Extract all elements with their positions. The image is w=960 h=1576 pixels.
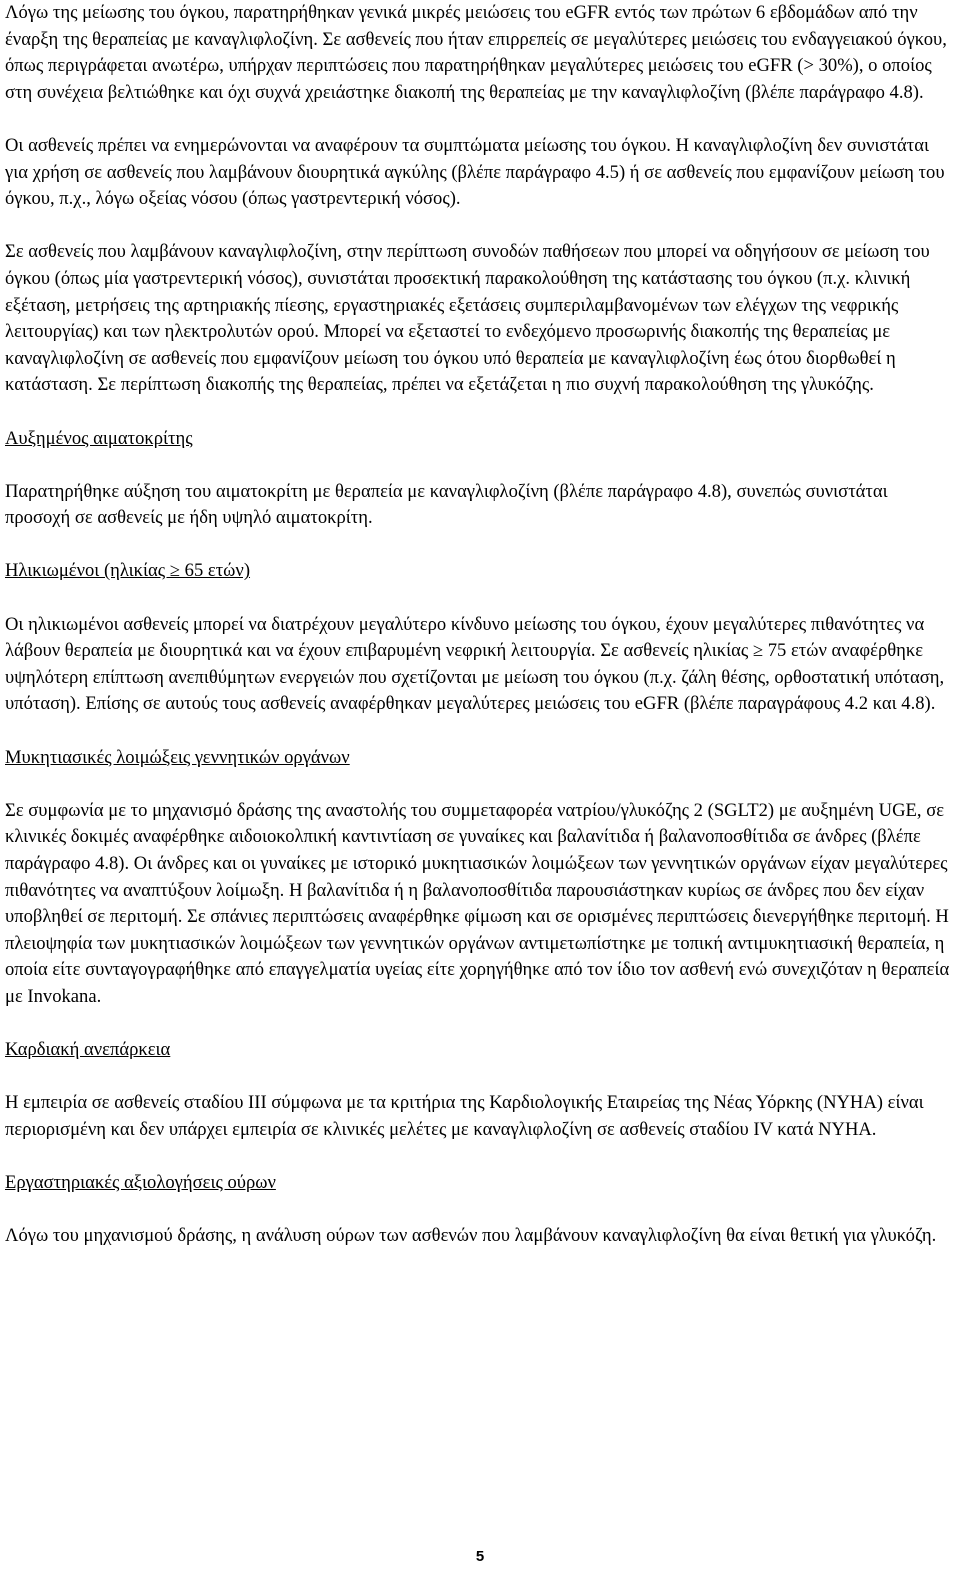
paragraph-fungal-infections: Σε συμφωνία με το μηχανισμό δράσης της αναστολής του συμμεταφορέα νατρίου/γλυκόζης 2 (SGLT2) με αυξημένη UGE, σε κλινικές δοκιμές αναφέρθηκε αιδοιοκολπική καντιντίαση σε γυναίκες και βαλανίτιδα ή βαλανοποσθίτιδα σε άνδρες (βλέπε παράγραφο 4.8). Οι άνδρες και οι γυναίκες με ιστορικό μυκητιασικών λοιμώξεων των γεννητικών οργάνων είχαν μεγαλύτερες πιθανότητες να αναπτύξουν λοίμωξη. Η βαλανίτιδα ή η βαλανοποσθίτιδα παρουσιάστηκαν κυρίως σε άνδρες που δεν είχαν υποβληθεί σε περιτομή. Σε σπάνιες περιπτώσεις αναφέρθηκε φίμωση και σε ορισμένες περιπτώσεις διενεργήθηκε περιτομή. Η πλειοψηφία των μυκητιασικών λοιμώξεων των γεννητικών οργάνων αντιμετωπίστηκε με τοπική αντιμυκητιασική θεραπεία, η οποία είτε συνταγογραφήθηκε από επαγγελματία υγείας είτε χορηγήθηκε από τον ίδιο τον ασθενή ενώ συνεχιζόταν η θεραπεία με Invokana. <box>5 799 950 1007</box>
document-page <box>5 0 955 1277</box>
paragraph-urine-tests: Λόγω του μηχανισμού δράσης, η ανάλυση ούρων των ασθενών που λαμβάνουν καναγλιφλοζίνη θα είναι θετική για γλυκόζη. <box>5 1225 937 1247</box>
paragraph-volume-monitoring: Σε ασθενείς που λαμβάνουν καναγλιφλοζίνη, στην περίπτωση συνοδών παθήσεων που μπορεί να οδηγήσουν σε μείωση του όγκου (όπως μία γαστρεντερική νόσος), συνιστάται προσεκτική παρακολούθηση της κατάστασης του όγκου (π.χ. κλινική εξέταση, μετρήσεις της αρτηριακής πίεσης, εργαστηριακές εξετάσεις συμπεριλαμβανομένων των ελέγχων της νεφρικής λειτουργίας) και των ηλεκτρολυτών ορού. Μπορεί να εξεταστεί το ενδεχόμενο προσωρινής διακοπής της θεραπείας με καναγλιφλοζίνη σε ασθενείς που εμφανίζουν μείωση του όγκου υπό θεραπεία με καναγλιφλοζίνη έως ότου διορθωθεί η κατάσταση. Σε περίπτωση διακοπής της θεραπείας, πρέπει να εξετάζεται η πιο συχνή παρακολούθηση της γλυκόζης. <box>5 241 930 396</box>
paragraph-egfr-reduction: Λόγω της μείωσης του όγκου, παρατηρήθηκαν γενικά μικρές μειώσεις του eGFR εντός των πρώτων 6 εβδομάδων από την έναρξη της θεραπείας με καναγλιφλοζίνη. Σε ασθενείς που ήταν επιρρεπείς σε μεγαλύτερες μειώσεις του ενδαγγειακού όγκου, όπως περιγράφεται ανωτέρω, υπήρχαν περιπτώσεις που παρατηρήθηκαν μεγαλύτερες μειώσεις του eGFR (> 30%), ο οποίος στη συνέχεια βελτιώθηκε και όχι συχνά χρειάστηκε διακοπή της θεραπείας με την καναγλιφλοζίνη (βλέπε παράγραφο 4.8). <box>5 2 947 103</box>
heading-elderly: Ηλικιωμένοι (ηλικίας ≥ 65 ετών) <box>5 560 251 582</box>
paragraph-heart-failure: Η εμπειρία σε ασθενείς σταδίου III σύμφωνα με τα κριτήρια της Καρδιολογικής Εταιρείας της Νέας Υόρκης (NYHA) είναι περιορισμένη και δεν υπάρχει εμπειρία σε κλινικές μελέτες με καναγλιφλοζίνη σε ασθενείς σταδίου IV κατά NYHA. <box>5 1092 924 1140</box>
paragraph-hematocrit: Παρατηρήθηκε αύξηση του αιματοκρίτη με θεραπεία με καναγλιφλοζίνη (βλέπε παράγραφο 4.8), συνεπώς συνιστάται προσοχή σε ασθενείς με ήδη υψηλό αιματοκρίτη. <box>5 480 888 529</box>
heading-urine-tests: Εργαστηριακές αξιολογήσεις ούρων <box>5 1172 276 1194</box>
heading-fungal-infections: Μυκητιασικές λοιμώξεις γεννητικών οργάνων <box>5 746 350 768</box>
heading-hematocrit: Αυξημένος αιματοκρίτης <box>5 427 193 449</box>
page-number: 5 <box>475 1548 485 1565</box>
heading-heart-failure: Καρδιακή ανεπάρκεια <box>5 1039 171 1061</box>
paragraph-elderly: Οι ηλικιωμένοι ασθενείς μπορεί να διατρέχουν μεγαλύτερο κίνδυνο μείωσης του όγκου, έχουν μεγαλύτερες πιθανότητες να λάβουν θεραπεία με διουρητικά και να έχουν επιβαρυμένη νεφρική λειτουργία. Σε ασθενείς ηλικίας ≥ 75 ετών αναφέρθηκε υψηλότερη επίπτωση ανεπιθύμητων ενεργειών που σχετίζονται με μείωση του όγκου (π.χ. ζάλη θέσης, ορθοστατική υπόταση, υπόταση). Επίσης σε αυτούς τους ασθενείς αναφέρθηκαν μεγαλύτερες μειώσεις του eGFR (βλέπε παραγράφους 4.2 και 4.8). <box>5 613 945 715</box>
paragraph-volume-symptoms: Οι ασθενείς πρέπει να ενημερώνονται να αναφέρουν τα συμπτώματα μείωσης του όγκου. Η καναγλιφλοζίνη δεν συνιστάται για χρήση σε ασθενείς που λαμβάνουν διουρητικά αγκύλης (βλέπε παράγραφο 4.5) ή σε ασθενείς που εμφανίζουν μείωση του όγκου, π.χ., λόγω οξείας νόσου (όπως γαστρεντερική νόσος). <box>5 134 945 210</box>
